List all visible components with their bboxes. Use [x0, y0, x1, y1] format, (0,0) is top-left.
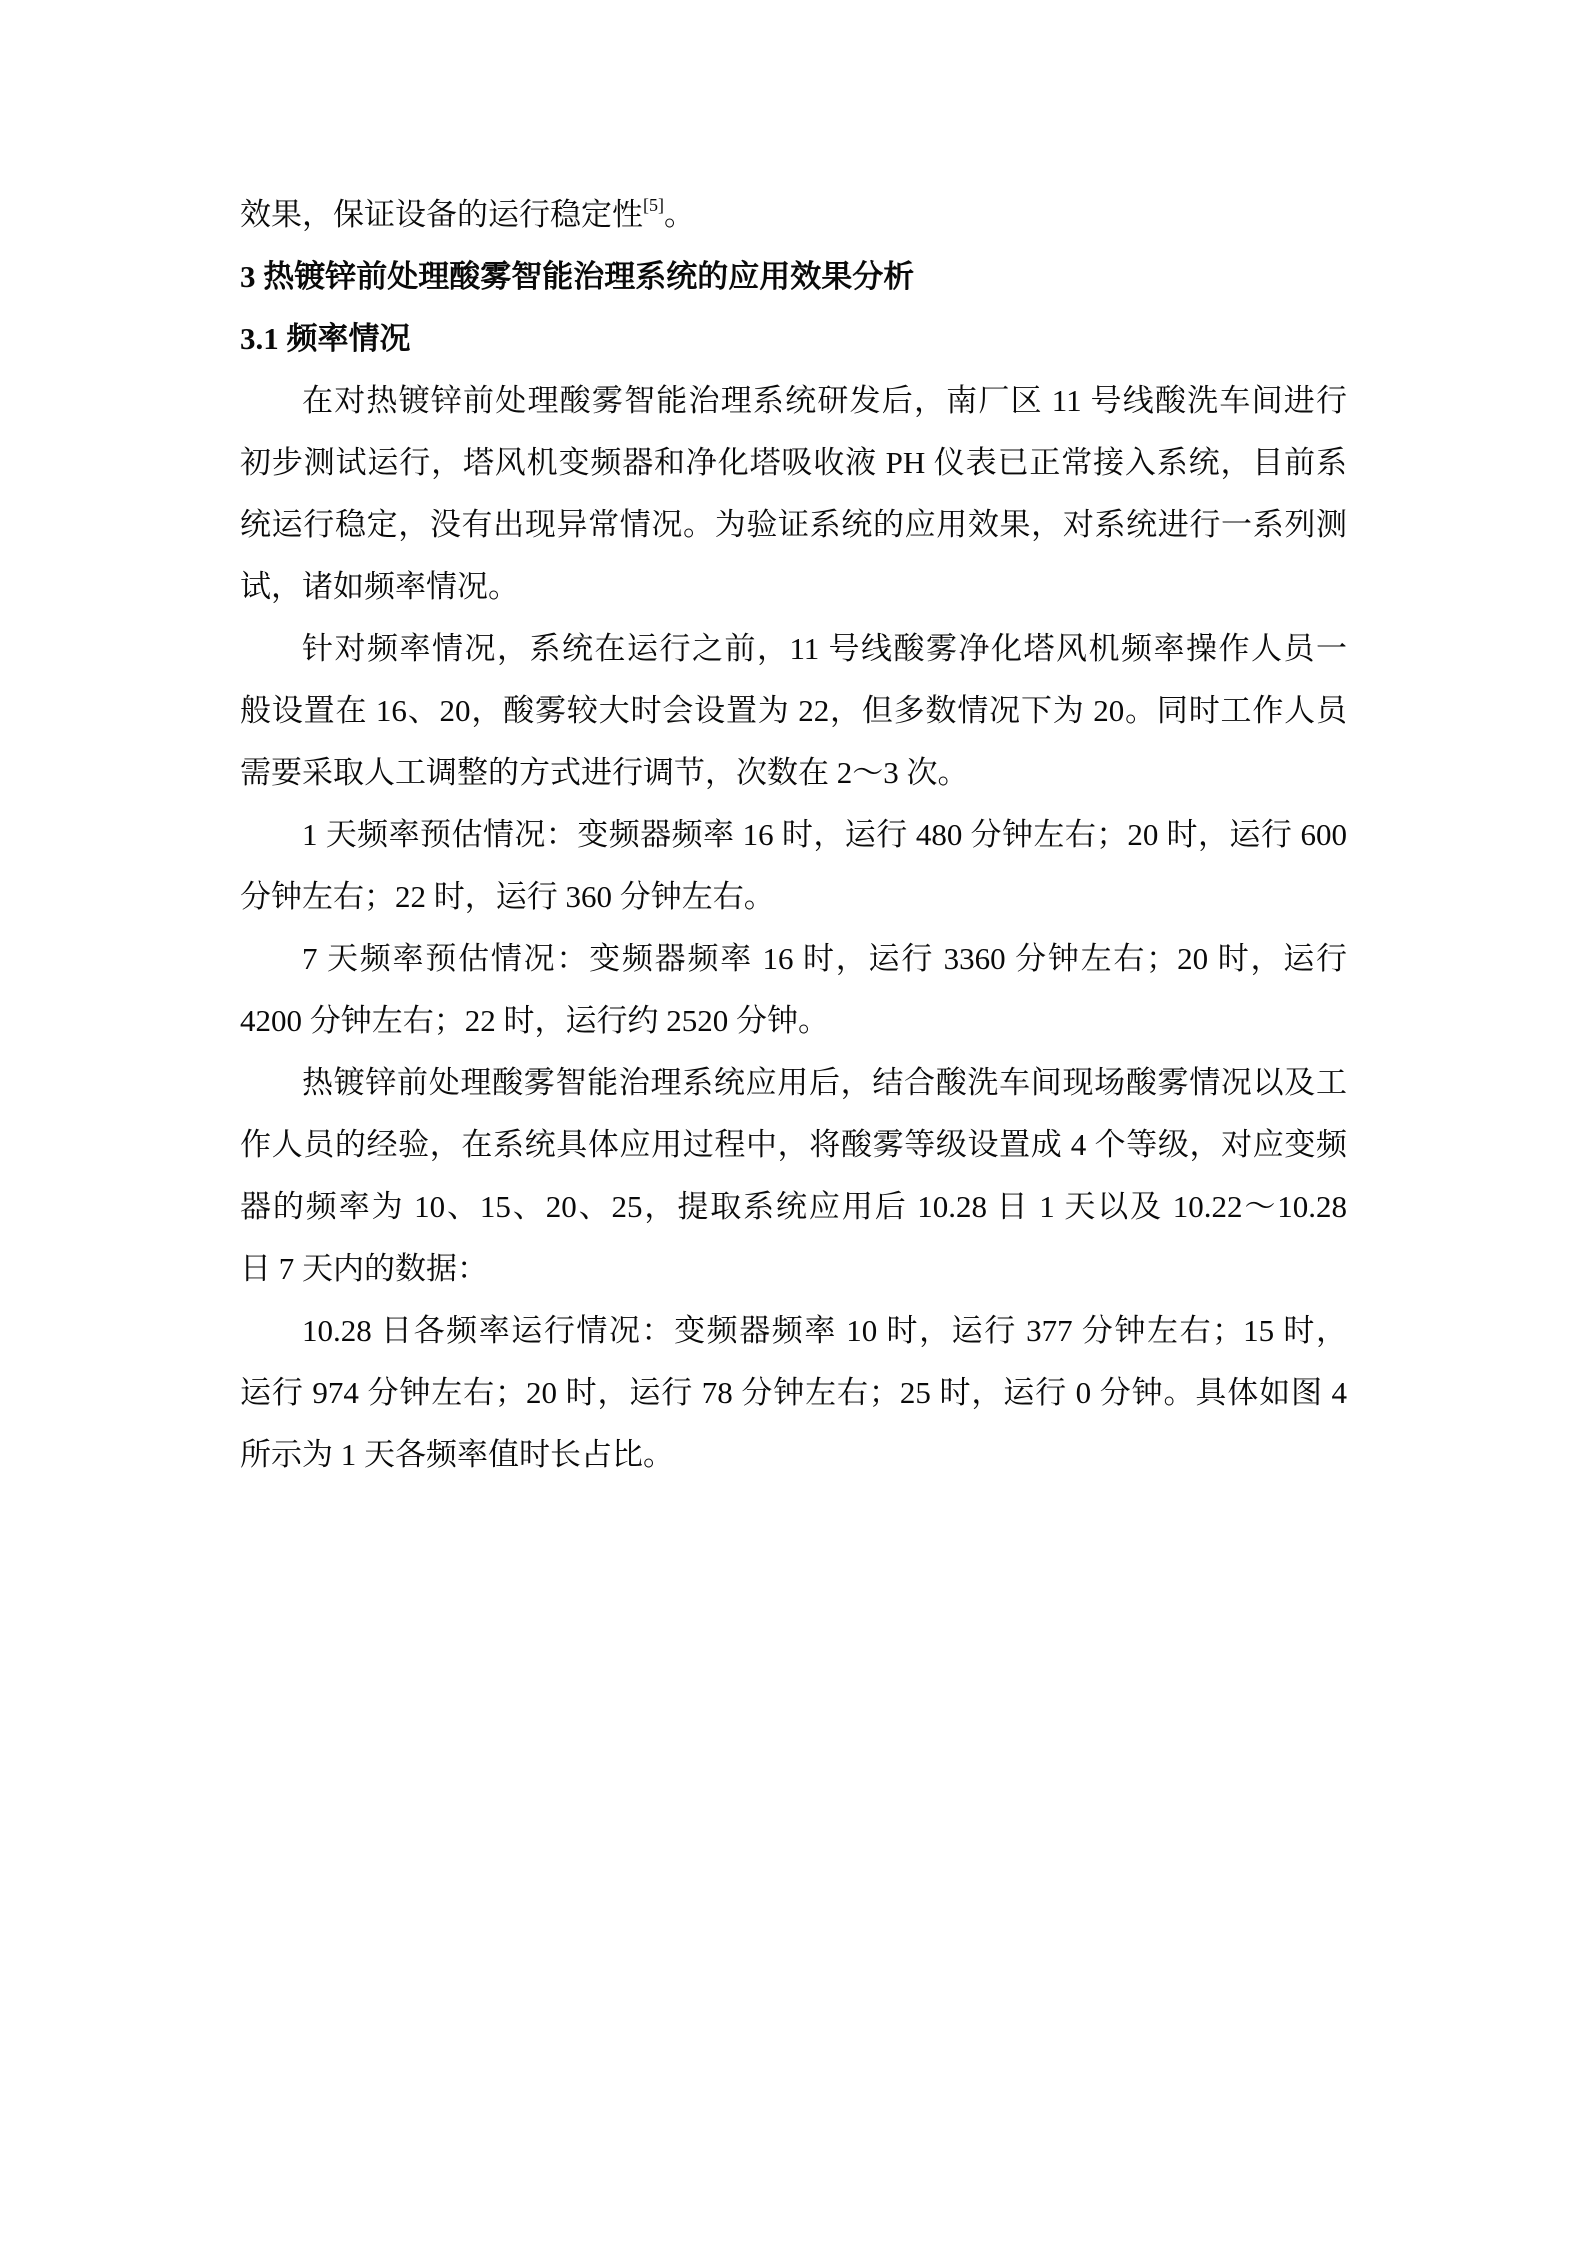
body-text-line: 10.28 日各频率运行情况：变频器频率 10 时，运行 377 分钟左右；15 时， [302, 1313, 1347, 1348]
body-text-line: 所示为 1 天各频率值时长占比。 [240, 1437, 674, 1472]
document-content [240, 184, 1347, 1486]
body-text-line: 般设置在 16、20，酸雾较大时会设置为 22，但多数情况下为 20。同时工作人员 [240, 693, 1347, 728]
body-text-line: 在对热镀锌前处理酸雾智能治理系统研发后，南厂区 11 号线酸洗车间进行 [302, 383, 1347, 418]
body-text-line: 1 天频率预估情况：变频器频率 16 时，运行 480 分钟左右；20 时，运行 600 [302, 817, 1347, 852]
body-text-line: 器的频率为 10、15、20、25，提取系统应用后 10.28 日 1 天以及 10.22～10.28 [240, 1189, 1347, 1224]
body-text-line: 针对频率情况，系统在运行之前，11 号线酸雾净化塔风机频率操作人员一 [302, 631, 1347, 666]
body-text-line: 热镀锌前处理酸雾智能治理系统应用后，结合酸洗车间现场酸雾情况以及工 [302, 1065, 1347, 1100]
body-text-line: 4200 分钟左右；22 时，运行约 2520 分钟。 [240, 1003, 829, 1038]
body-text-line: 运行 974 分钟左右；20 时，运行 78 分钟左右；25 时，运行 0 分钟。具体如图 4 [240, 1375, 1347, 1410]
subsection-heading: 3.1 频率情况 [240, 321, 411, 356]
citation-marker: [5] [643, 195, 664, 215]
body-text-line: 分钟左右；22 时，运行 360 分钟左右。 [240, 879, 775, 914]
body-text: 效果，保证设备的运行稳定性 [240, 197, 643, 232]
body-text-line: 7 天频率预估情况：变频器频率 16 时，运行 3360 分钟左右；20 时，运行 [302, 941, 1347, 976]
body-text-line: 日 7 天内的数据： [240, 1251, 488, 1286]
body-text-line: 需要采取人工调整的方式进行调节，次数在 2～3 次。 [240, 755, 969, 790]
body-text-line: 作人员的经验，在系统具体应用过程中，将酸雾等级设置成 4 个等级，对应变频 [240, 1127, 1347, 1162]
section-heading: 3 热镀锌前处理酸雾智能治理系统的应用效果分析 [240, 259, 915, 294]
body-text: 。 [664, 197, 695, 232]
body-text-line: 统运行稳定，没有出现异常情况。为验证系统的应用效果，对系统进行一系列测 [240, 507, 1347, 542]
body-text-line: 试，诸如频率情况。 [240, 569, 519, 604]
body-text-line [240, 184, 1347, 246]
body-text-line: 初步测试运行，塔风机变频器和净化塔吸收液 PH 仪表已正常接入系统，目前系 [240, 445, 1347, 480]
